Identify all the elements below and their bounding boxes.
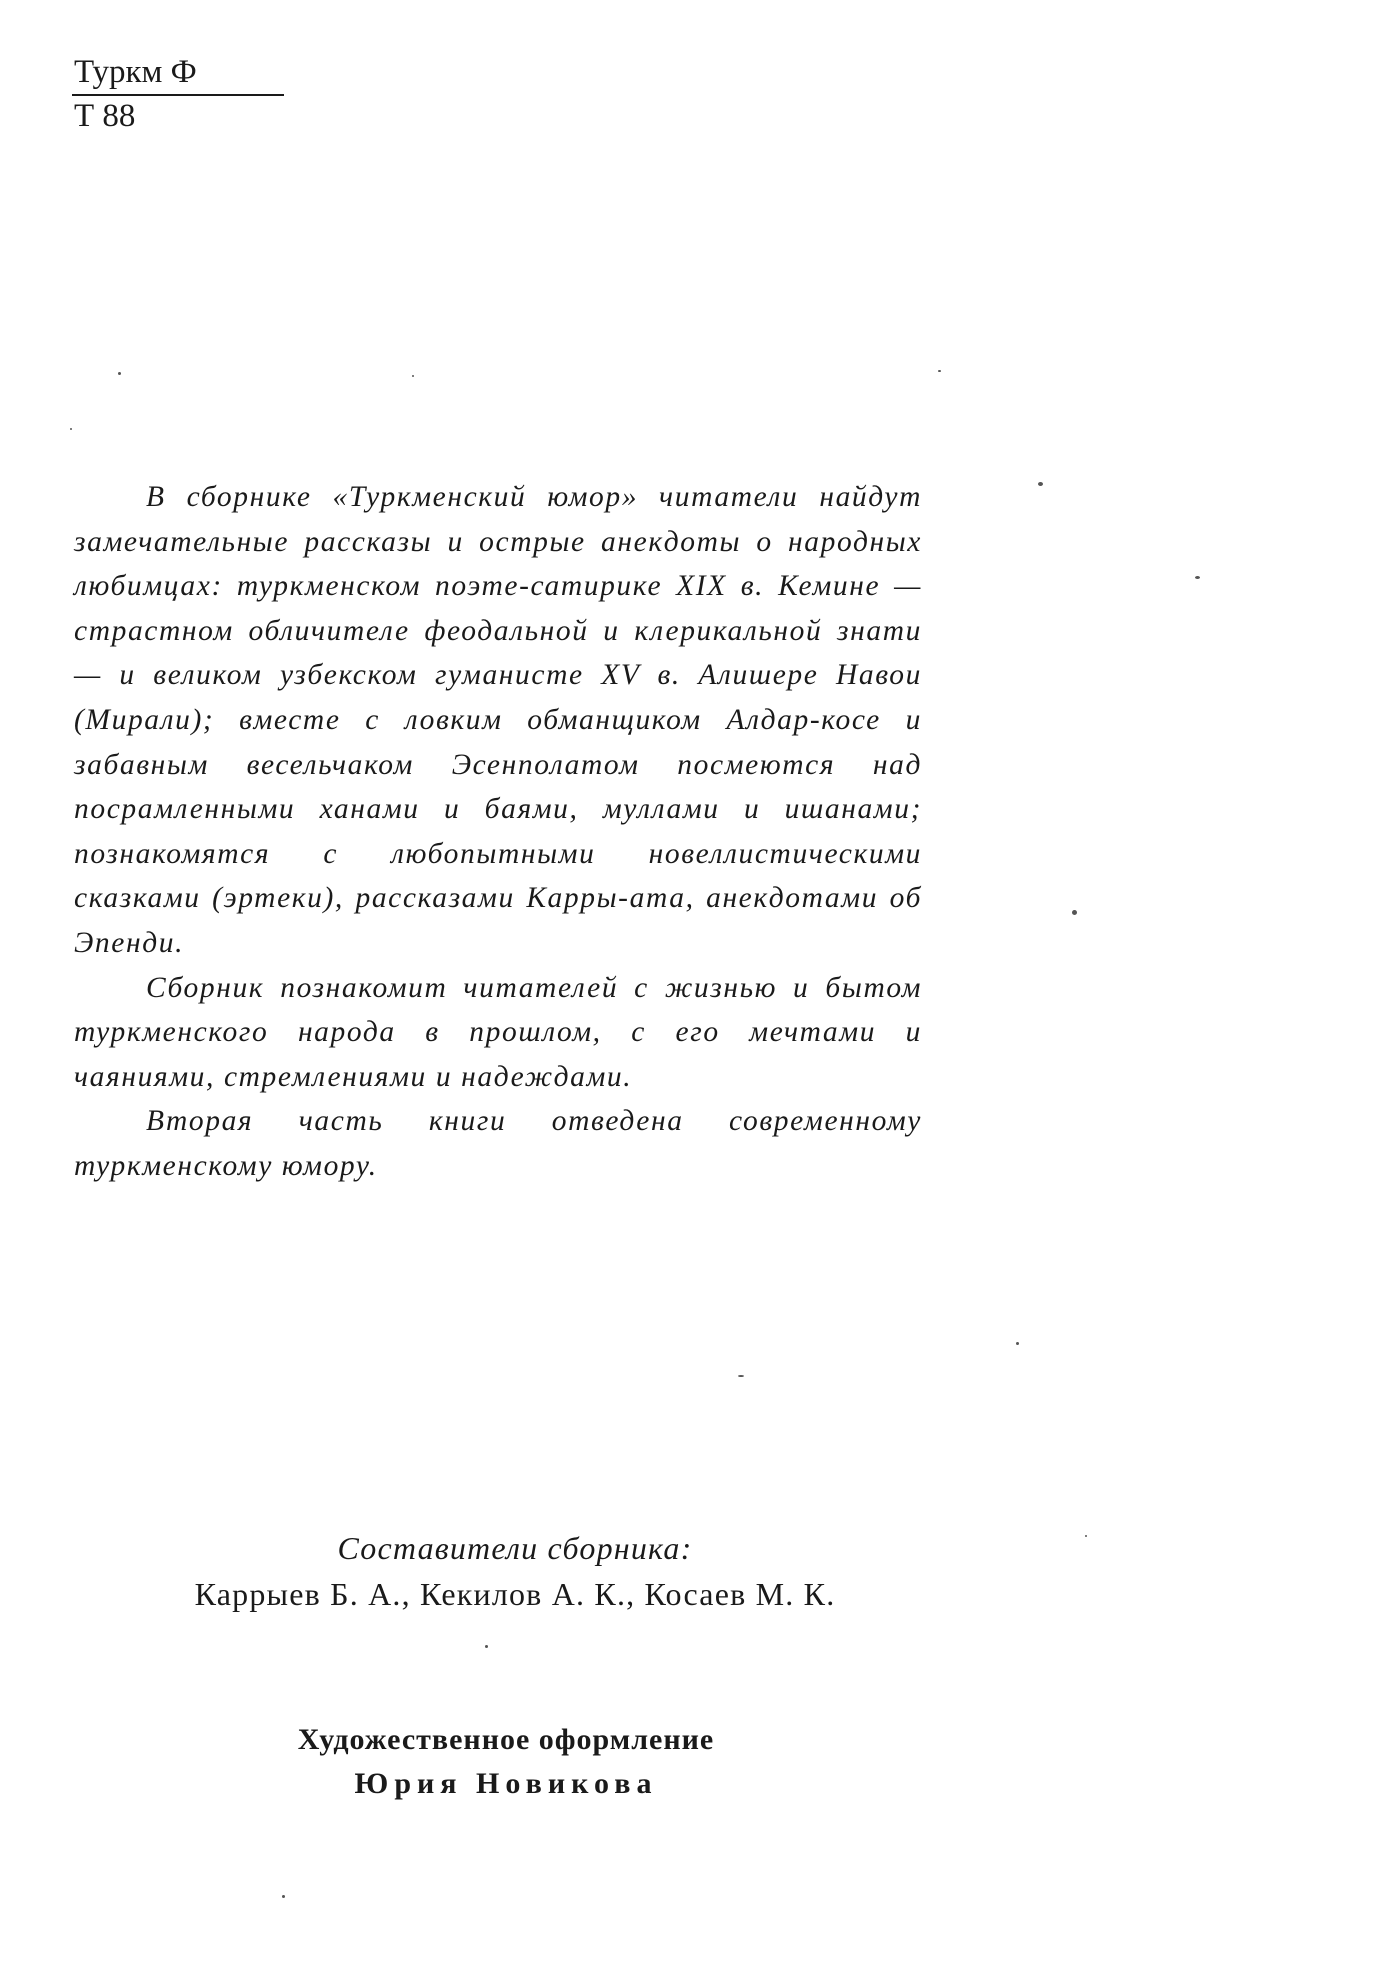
compilers-label: Составители сборника:	[337, 1530, 693, 1566]
scan-speck	[1016, 1342, 1019, 1345]
design-credit-name: Юрия Новикова	[354, 1767, 658, 1800]
annotation	[74, 475, 922, 1189]
shelf-mark-top: Туркм Ф	[72, 52, 284, 96]
scan-speck	[118, 372, 121, 375]
scan-speck	[1072, 910, 1077, 915]
shelf-mark	[72, 52, 284, 136]
scan-speck	[1085, 1535, 1087, 1537]
annotation-paragraph: В сборнике «Туркменский юмор» читатели найдут замечательные рассказы и острые анекдоты о народных любимцах: туркменском поэте-сатирике XIX в. Кемине — страстном обличителе феодальной и клерикальной знати — и великом узбекском гуманисте XV в. Алишере Навои (Мирали); вместе с ловким обманщиком Алдар-косе и забавным весельчаком Эсенполатом посмеются над посрамленными ханами и баями, муллами и ишанами; познакомятся с любопытными новеллистическими сказками (эртеки), рассказами Карры-ата, анекдотами об Эпенди.	[74, 481, 922, 959]
scan-speck	[412, 375, 414, 377]
compilers-block	[0, 1525, 1030, 1617]
scan-speck	[485, 1645, 488, 1648]
design-credit-title: Художественное оформление	[297, 1723, 715, 1756]
scan-speck	[1195, 576, 1200, 579]
scan-speck	[938, 370, 941, 372]
annotation-paragraph: Сборник познакомит читателей с жизнью и бытом туркменского народа в прошлом, с его мечтами и чаяниями, стремлениями и надеждами.	[74, 971, 922, 1093]
scan-speck	[738, 1375, 744, 1377]
design-credit	[0, 1718, 1012, 1806]
annotation-paragraph: Вторая часть книги отведена современному туркменскому юмору.	[74, 1105, 922, 1182]
scan-speck	[1038, 482, 1043, 486]
shelf-mark-bottom: Т 88	[74, 98, 136, 134]
scan-speck	[282, 1895, 285, 1898]
scan-speck	[70, 428, 72, 430]
compilers-names: Каррыев Б. А., Кекилов А. К., Косаев М. К.	[194, 1576, 836, 1612]
